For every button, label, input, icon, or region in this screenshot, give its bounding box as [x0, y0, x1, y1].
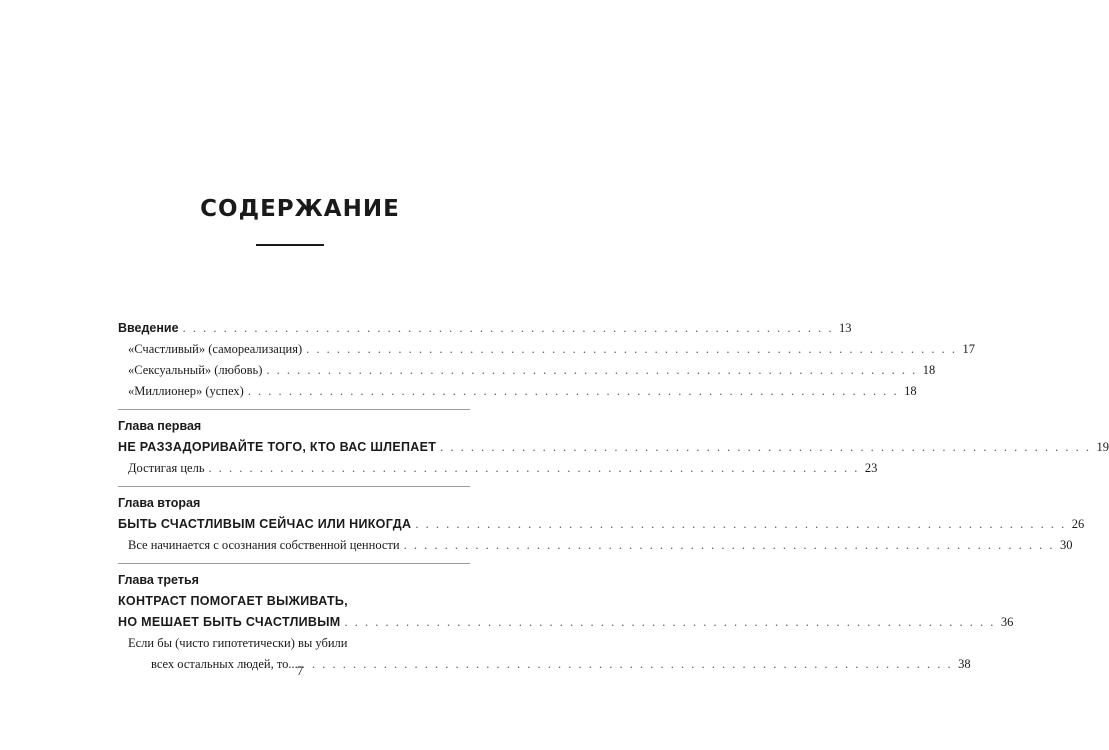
- section-divider: [118, 409, 470, 410]
- toc-page-number: 17: [962, 342, 976, 356]
- toc-entry-label: «Сексуальный» (любовь): [128, 363, 263, 377]
- toc-page-number: 30: [1059, 538, 1073, 552]
- dot-leader: . . . . . . . . . . . . . . . . . . . . . . . . . . . . . . . . . . . . . . . . . . . . . . . . . . . . . . . . . . . . . . . .: [344, 615, 996, 629]
- chapter-heading: НЕ РАЗЗАДОРИВАЙТЕ ТОГО, КТО ВАС ШЛЕПАЕТ: [118, 440, 437, 454]
- toc-entry-label: Введение: [118, 321, 179, 335]
- toc-entry-label: Достигая цель: [128, 461, 205, 475]
- toc-page-number: 36: [1000, 615, 1014, 629]
- page-number: 7: [296, 663, 304, 678]
- toc-page-number: 18: [922, 363, 936, 377]
- chapter-label: Глава вторая: [118, 496, 201, 510]
- chapter-label: Глава первая: [118, 419, 202, 433]
- toc-entry-label: Все начинается с осознания собственной ценности: [128, 538, 400, 552]
- toc-entry-label-line-2: всех остальных людей, то...: [151, 657, 298, 671]
- dot-leader: . . . . . . . . . . . . . . . . . . . . . . . . . . . . . . . . . . . . . . . . . . . . . . . . . . . . . . . . . . . . . . . .: [306, 342, 958, 356]
- toc-entry-label: «Миллионер» (успех): [128, 384, 244, 398]
- chapter-heading: БЫТЬ СЧАСТЛИВЫМ СЕЙЧАС ИЛИ НИКОГДА: [118, 517, 412, 531]
- chapter-label: Глава третья: [118, 573, 199, 587]
- table-of-contents: [118, 318, 1109, 675]
- toc-entry-intro[interactable]: [118, 318, 852, 339]
- toc-section-chapter-3: [118, 570, 1014, 675]
- dot-leader: . . . . . . . . . . . . . . . . . . . . . . . . . . . . . . . . . . . . . . . . . . . . . . . . . . . . . . . . . . . . . . . .: [247, 384, 899, 398]
- toc-entry[interactable]: [118, 458, 878, 479]
- section-divider: [118, 563, 470, 564]
- toc-page-number: 26: [1071, 517, 1085, 531]
- dot-leader: . . . . . . . . . . . . . . . . . . . . . . . . . . . . . . . . . . . . . . . . . . . . . . . . . . . . . . . . . . . . . . . .: [208, 461, 860, 475]
- section-divider: [118, 486, 470, 487]
- toc-section-chapter-2: [118, 493, 1085, 556]
- dot-leader: . . . . . . . . . . . . . . . . . . . . . . . . . . . . . . . . . . . . . . . . . . . . . . . . . . . . . . . . . . . . . . . .: [440, 440, 1092, 454]
- toc-section-chapter-1: [118, 416, 1109, 479]
- title-underline: [256, 244, 324, 246]
- chapter-heading-line-1: КОНТРАСТ ПОМОГАЕТ ВЫЖИВАТЬ,: [118, 594, 348, 608]
- toc-entry-label-line-1: Если бы (чисто гипотетически) вы убили: [128, 636, 348, 650]
- toc-page-number: 38: [958, 657, 971, 671]
- dot-leader: . . . . . . . . . . . . . . . . . . . . . . . . . . . . . . . . . . . . . . . . . . . . . . . . . . . . . . . . . . . . . . . .: [301, 657, 953, 671]
- dot-leader: . . . . . . . . . . . . . . . . . . . . . . . . . . . . . . . . . . . . . . . . . . . . . . . . . . . . . . . . . . . . . . . .: [182, 321, 834, 335]
- toc-entry-chapter-3[interactable]: [118, 612, 1014, 633]
- toc-entry[interactable]: [118, 360, 936, 381]
- toc-page-number: 19: [1096, 440, 1109, 454]
- toc-entry[interactable]: [118, 535, 1073, 556]
- toc-page-number: 18: [904, 384, 917, 398]
- dot-leader: . . . . . . . . . . . . . . . . . . . . . . . . . . . . . . . . . . . . . . . . . . . . . . . . . . . . . . . . . . . . . . . .: [415, 517, 1067, 531]
- toc-section-intro: [118, 318, 976, 402]
- dot-leader: . . . . . . . . . . . . . . . . . . . . . . . . . . . . . . . . . . . . . . . . . . . . . . . . . . . . . . . . . . . . . . . .: [403, 538, 1055, 552]
- toc-page-number: 13: [838, 321, 852, 335]
- toc-page-number: 23: [864, 461, 878, 475]
- toc-entry-label: «Счастливый» (самореализация): [128, 342, 303, 356]
- toc-entry[interactable]: [118, 381, 917, 402]
- toc-entry-chapter-2[interactable]: [118, 514, 1085, 535]
- toc-entry-chapter-1[interactable]: [118, 437, 1109, 458]
- dot-leader: . . . . . . . . . . . . . . . . . . . . . . . . . . . . . . . . . . . . . . . . . . . . . . . . . . . . . . . . . . . . . . . .: [266, 363, 918, 377]
- toc-entry[interactable]: [118, 339, 976, 360]
- chapter-heading-line-2: НО МЕШАЕТ БЫТЬ СЧАСТЛИВЫМ: [118, 615, 341, 629]
- page-title: СОДЕРЖАНИЕ: [200, 196, 400, 222]
